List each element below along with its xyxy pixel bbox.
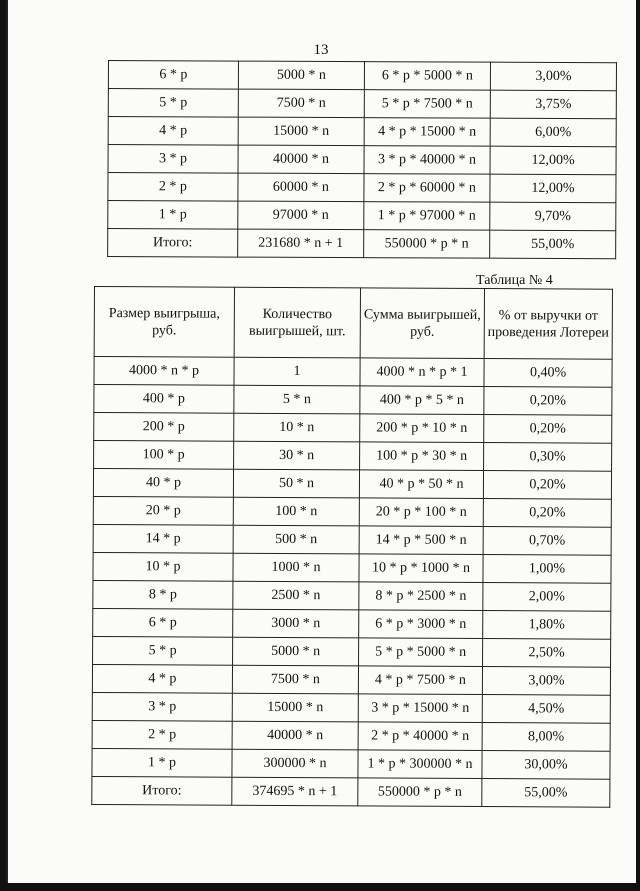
table-row xyxy=(92,748,610,779)
table-cell: 2 * p xyxy=(92,720,232,749)
table-cell: 5000 * n xyxy=(233,637,359,666)
table-cell: 3,00% xyxy=(482,667,610,696)
table-cell: 5 * p * 5000 * n xyxy=(359,638,483,667)
table-row xyxy=(92,692,610,723)
table-cell: 12,00% xyxy=(490,146,616,175)
table-cell: 20 * p * 100 * n xyxy=(359,498,483,527)
table-cell: 1 xyxy=(234,357,360,386)
table-row xyxy=(92,776,610,807)
table-cell: 1 * p xyxy=(92,748,232,777)
table-cell: 50 * n xyxy=(233,469,359,498)
table-header-row xyxy=(94,287,612,360)
table-row xyxy=(93,580,611,611)
table-cell: 10 * p * 1000 * n xyxy=(359,554,483,583)
document-page xyxy=(6,0,636,883)
table-cell: 9,70% xyxy=(490,202,616,231)
table-cell: 100 * p xyxy=(94,441,234,470)
table-cell: 2,00% xyxy=(483,583,611,612)
table-cell: 5 * p * 7500 * n xyxy=(364,90,490,119)
table-row xyxy=(108,229,616,259)
table-cell: 1 * p * 300000 * n xyxy=(358,750,482,779)
table-cell: 15000 * n xyxy=(232,693,358,722)
table-cell: 550000 * p * n xyxy=(358,778,482,807)
table-cell: 8 * p * 2500 * n xyxy=(359,582,483,611)
table-cell: 0,70% xyxy=(483,527,611,556)
table-cell: 15000 * n xyxy=(238,117,364,146)
table-cell: 5 * p xyxy=(93,636,233,665)
table-cell: 3,75% xyxy=(490,90,616,119)
table-cell: 0,20% xyxy=(484,387,612,416)
table-cell: 0,20% xyxy=(483,471,611,500)
table-cell: 1,00% xyxy=(483,555,611,584)
table-cell: 4000 * n * p * 1 xyxy=(360,358,484,387)
table-cell: 6 * p * 5000 * n xyxy=(364,62,490,91)
table-cell: 97000 * n xyxy=(238,201,364,230)
table-row xyxy=(93,469,611,500)
table-cell: 2 * p * 40000 * n xyxy=(358,722,482,751)
table-cell: 4,50% xyxy=(482,695,610,724)
table-4 xyxy=(91,286,613,808)
table-row xyxy=(108,173,616,203)
table-cell: 0,40% xyxy=(484,359,612,388)
table-cell: 10 * n xyxy=(234,413,360,442)
table-3-continuation xyxy=(107,60,617,259)
table-cell: 6 * p xyxy=(93,608,233,637)
table-cell: 7500 * n xyxy=(238,89,364,118)
page-number: 13 xyxy=(313,42,329,58)
table-row xyxy=(93,636,611,667)
table-cell: 1 * p * 97000 * n xyxy=(364,202,490,231)
table-cell: 10 * p xyxy=(93,552,233,581)
table-cell: 40000 * n xyxy=(232,721,358,750)
table-cell: 55,00% xyxy=(482,779,610,808)
table-cell: 2500 * n xyxy=(233,581,359,610)
table-cell: 5 * p xyxy=(108,89,238,118)
table-cell: 30,00% xyxy=(482,751,610,780)
table-cell: 200 * p * 10 * n xyxy=(360,414,484,443)
table-row xyxy=(94,385,612,416)
table-row xyxy=(94,413,612,444)
table-cell: 3000 * n xyxy=(233,609,359,638)
table-cell: 4 * p * 7500 * n xyxy=(358,666,482,695)
table-cell: 8,00% xyxy=(482,723,610,752)
table-cell: 20 * p xyxy=(93,496,233,525)
table-cell: 30 * n xyxy=(234,441,360,470)
table-cell: 4 * p xyxy=(108,117,238,146)
header-cell: Сумма выигрышей, руб. xyxy=(360,288,484,359)
table-cell: 6 * p * 3000 * n xyxy=(359,610,483,639)
table-cell: 40 * p * 50 * n xyxy=(359,470,483,499)
table-cell: 5000 * n xyxy=(238,61,364,90)
table-cell: 3 * p xyxy=(108,145,238,174)
table-cell: 60000 * n xyxy=(238,173,364,202)
table-cell: 40 * p xyxy=(93,469,233,498)
table-row xyxy=(108,117,616,147)
table-cell: 55,00% xyxy=(490,230,616,259)
table-cell: 1000 * n xyxy=(233,553,359,582)
table-cell: 8 * p xyxy=(93,580,233,609)
table-cell: 14 * p * 500 * n xyxy=(359,526,483,555)
table-caption: Таблица № 4 xyxy=(476,273,553,288)
table-cell: 100 * n xyxy=(233,497,359,526)
table-row xyxy=(93,524,611,555)
header-cell: Количество выигрышей, шт. xyxy=(234,287,360,358)
table-row xyxy=(94,357,612,388)
table-cell: 300000 * n xyxy=(232,749,358,778)
table-cell: 100 * p * 30 * n xyxy=(360,442,484,471)
table-cell: 3 * p * 15000 * n xyxy=(358,694,482,723)
table-cell: 1,80% xyxy=(483,611,611,640)
table-cell: 6 * p xyxy=(108,61,238,90)
table-cell: 4 * p * 15000 * n xyxy=(364,118,490,147)
table-cell: 6,00% xyxy=(490,118,616,147)
table-row xyxy=(93,552,611,583)
table-cell: 400 * p * 5 * n xyxy=(360,386,484,415)
table-cell: 2 * p * 60000 * n xyxy=(364,174,490,203)
table-cell: 2 * p xyxy=(108,173,238,202)
scan-edge xyxy=(6,0,8,883)
table-cell: 400 * p xyxy=(94,385,234,414)
table-row xyxy=(92,664,610,695)
table-row xyxy=(108,201,616,231)
table-cell: 40000 * n xyxy=(238,145,364,174)
table-cell: 0,20% xyxy=(484,415,612,444)
table-cell: 374695 * n + 1 xyxy=(232,777,358,806)
table-cell: 3 * p * 40000 * n xyxy=(364,146,490,175)
table-row xyxy=(93,608,611,639)
table-cell: 4000 * n * p xyxy=(94,357,234,386)
table-row xyxy=(108,145,616,175)
table-cell: 3,00% xyxy=(490,62,616,91)
table-row xyxy=(93,496,611,527)
table-cell: Итого: xyxy=(92,776,232,805)
table-cell: 1 * p xyxy=(108,201,238,230)
table-row xyxy=(94,441,612,472)
table-cell: 0,30% xyxy=(484,443,612,472)
table-row xyxy=(92,720,610,751)
header-cell: Размер выигрыша, руб. xyxy=(94,287,234,358)
table-cell: Итого: xyxy=(108,229,238,258)
table-cell: 7500 * n xyxy=(232,665,358,694)
table-cell: 2,50% xyxy=(483,639,611,668)
table-cell: 500 * n xyxy=(233,525,359,554)
table-cell: 550000 * p * n xyxy=(364,230,490,259)
table-row xyxy=(108,89,616,119)
table-cell: 200 * p xyxy=(94,413,234,442)
table-cell: 231680 * n + 1 xyxy=(238,229,364,258)
table-cell: 3 * p xyxy=(92,692,232,721)
table-cell: 14 * p xyxy=(93,524,233,553)
table-cell: 4 * p xyxy=(92,664,232,693)
table-cell: 0,20% xyxy=(483,499,611,528)
table-row xyxy=(108,61,616,91)
table-cell: 5 * n xyxy=(234,385,360,414)
table-cell: 12,00% xyxy=(490,174,616,203)
header-cell: % от выручки от проведения Лотереи xyxy=(484,289,612,360)
